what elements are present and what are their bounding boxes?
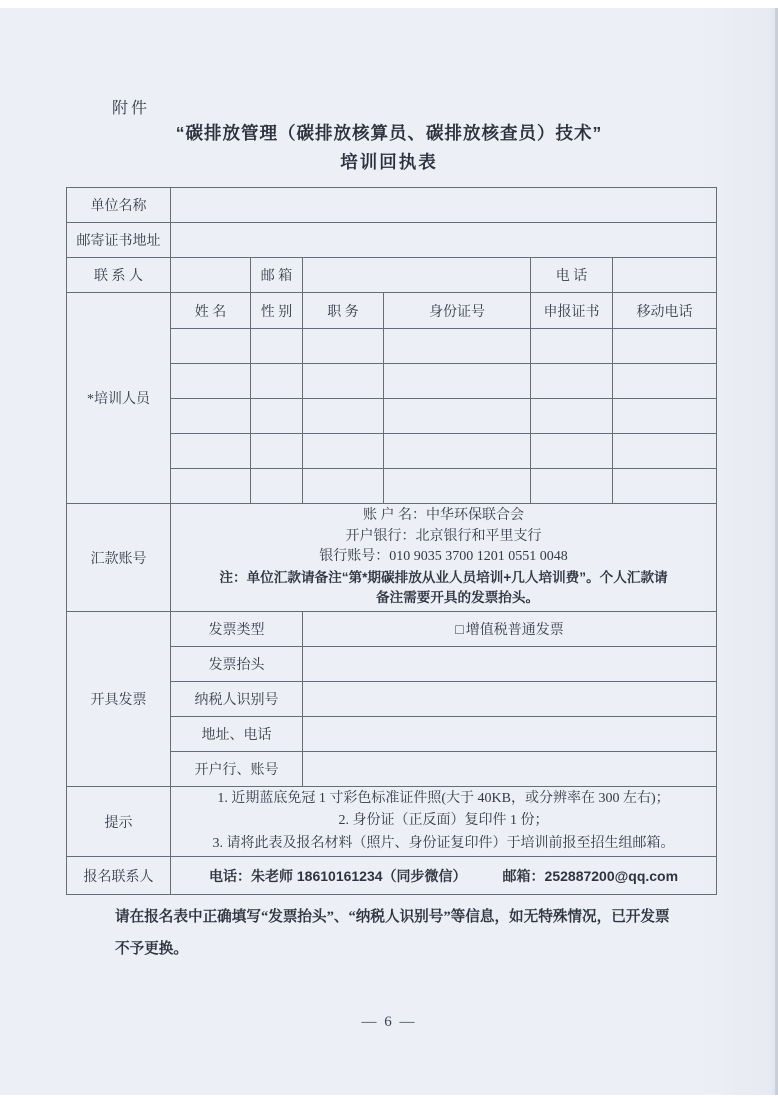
empty-cell bbox=[531, 469, 613, 504]
trainee-col-mobile: 移动电话 bbox=[613, 293, 717, 329]
registration-contact-row bbox=[67, 857, 717, 895]
trainee-col-certificate: 申报证书 bbox=[531, 293, 613, 329]
empty-cell bbox=[171, 329, 251, 364]
trainee-col-position: 职 务 bbox=[303, 293, 384, 329]
remittance-account-number: 银行账号：010 9035 3700 1201 0551 0048 bbox=[319, 549, 568, 565]
empty-cell bbox=[251, 434, 303, 469]
empty-cell bbox=[171, 469, 251, 504]
bank-account-field bbox=[303, 752, 717, 787]
registration-contact-label: 报名联系人 bbox=[67, 857, 171, 895]
empty-cell bbox=[384, 329, 531, 364]
address-phone-field bbox=[303, 717, 717, 752]
empty-cell bbox=[303, 434, 384, 469]
empty-cell bbox=[613, 364, 717, 399]
invoice-section-label: 开具发票 bbox=[67, 612, 171, 787]
remittance-note-line1: 注：单位汇款请备注“第*期碳排放从业人员培训+几人培训费”。个人汇款请 bbox=[219, 569, 668, 585]
mailing-address-field bbox=[171, 223, 717, 258]
contact-label: 联 系 人 bbox=[67, 258, 171, 293]
remittance-details bbox=[171, 504, 717, 612]
taxpayer-id-label: 纳税人识别号 bbox=[171, 682, 303, 717]
empty-cell bbox=[303, 469, 384, 504]
empty-cell bbox=[171, 364, 251, 399]
remittance-row bbox=[67, 504, 717, 612]
unit-name-label: 单位名称 bbox=[67, 188, 171, 223]
trainee-col-id-number: 身份证号 bbox=[384, 293, 531, 329]
footer-note bbox=[115, 901, 693, 965]
phone-label: 电 话 bbox=[531, 258, 613, 293]
empty-cell bbox=[613, 399, 717, 434]
empty-cell bbox=[613, 434, 717, 469]
registration-contact-email: 邮箱：252887200@qq.com bbox=[502, 867, 679, 884]
trainee-col-name: 姓 名 bbox=[171, 293, 251, 329]
empty-cell bbox=[303, 364, 384, 399]
phone-field bbox=[613, 258, 717, 293]
contact-row bbox=[67, 258, 717, 293]
tips-line-1: 1. 近期蓝底免冠 1 寸彩色标准证件照(大于 40KB，或分辨率在 300 左右)； bbox=[217, 790, 670, 806]
empty-cell bbox=[531, 399, 613, 434]
training-reply-form-table bbox=[66, 187, 717, 895]
tips-content bbox=[171, 787, 717, 857]
contact-name-field bbox=[171, 258, 251, 293]
taxpayer-id-field bbox=[303, 682, 717, 717]
trainee-col-gender: 性 别 bbox=[251, 293, 303, 329]
attachment-label: 附件 bbox=[112, 100, 151, 117]
empty-cell bbox=[303, 329, 384, 364]
remittance-account-name: 账 户 名：中华环保联合会 bbox=[363, 508, 525, 524]
email-label: 邮 箱 bbox=[251, 258, 303, 293]
empty-cell bbox=[251, 469, 303, 504]
trainee-header-row bbox=[67, 293, 717, 329]
empty-cell bbox=[251, 329, 303, 364]
empty-cell bbox=[171, 434, 251, 469]
footer-note-line2: 不予更换。 bbox=[115, 941, 188, 957]
registration-contact-phone: 电话：朱老师 18610161234（同步微信） bbox=[209, 867, 467, 884]
empty-cell bbox=[384, 469, 531, 504]
page-number: — 6 — bbox=[361, 1014, 417, 1030]
unit-name-row bbox=[67, 188, 717, 223]
empty-cell bbox=[384, 434, 531, 469]
empty-cell bbox=[384, 399, 531, 434]
mailing-address-label: 邮寄证书地址 bbox=[67, 223, 171, 258]
bank-account-label: 开户行、账号 bbox=[171, 752, 303, 787]
vat-invoice-option-label: 增值税普通发票 bbox=[465, 623, 564, 638]
unit-name-field bbox=[171, 188, 717, 223]
registration-contact-value bbox=[171, 857, 717, 895]
invoice-title-field bbox=[303, 647, 717, 682]
empty-cell bbox=[303, 399, 384, 434]
empty-cell bbox=[171, 399, 251, 434]
empty-cell bbox=[531, 434, 613, 469]
invoice-title-label: 发票抬头 bbox=[171, 647, 303, 682]
document-title-line2: 培训回执表 bbox=[340, 152, 438, 172]
empty-cell bbox=[531, 364, 613, 399]
tips-label: 提示 bbox=[67, 787, 171, 857]
remittance-bank: 开户银行：北京银行和平里支行 bbox=[345, 528, 542, 544]
invoice-type-row bbox=[67, 612, 717, 647]
empty-cell bbox=[613, 329, 717, 364]
tips-line-2: 2. 身份证（正反面）复印件 1 份； bbox=[338, 813, 549, 829]
empty-cell bbox=[251, 399, 303, 434]
tips-line-3: 3. 请将此表及报名材料（照片、身份证复印件）于培训前报至招生组邮箱。 bbox=[212, 835, 675, 851]
empty-cell bbox=[251, 364, 303, 399]
trainees-label: *培训人员 bbox=[67, 293, 171, 504]
footer-note-line1: 请在报名表中正确填写“发票抬头”、“纳税人识别号”等信息，如无特殊情况，已开发票 bbox=[115, 909, 670, 925]
empty-cell bbox=[531, 329, 613, 364]
vat-invoice-checkbox: □ bbox=[455, 623, 464, 638]
remittance-note-line2: 备注需要开具的发票抬头。 bbox=[375, 590, 540, 606]
invoice-type-value bbox=[303, 612, 717, 647]
address-phone-label: 地址、电话 bbox=[171, 717, 303, 752]
empty-cell bbox=[384, 364, 531, 399]
invoice-type-label: 发票类型 bbox=[171, 612, 303, 647]
empty-cell bbox=[613, 469, 717, 504]
email-field bbox=[303, 258, 531, 293]
document-title-line1: “碳排放管理（碳排放核算员、碳排放核查员）技术” bbox=[175, 123, 603, 143]
remittance-label: 汇款账号 bbox=[67, 504, 171, 612]
tips-row bbox=[67, 787, 717, 857]
mailing-address-row bbox=[67, 223, 717, 258]
